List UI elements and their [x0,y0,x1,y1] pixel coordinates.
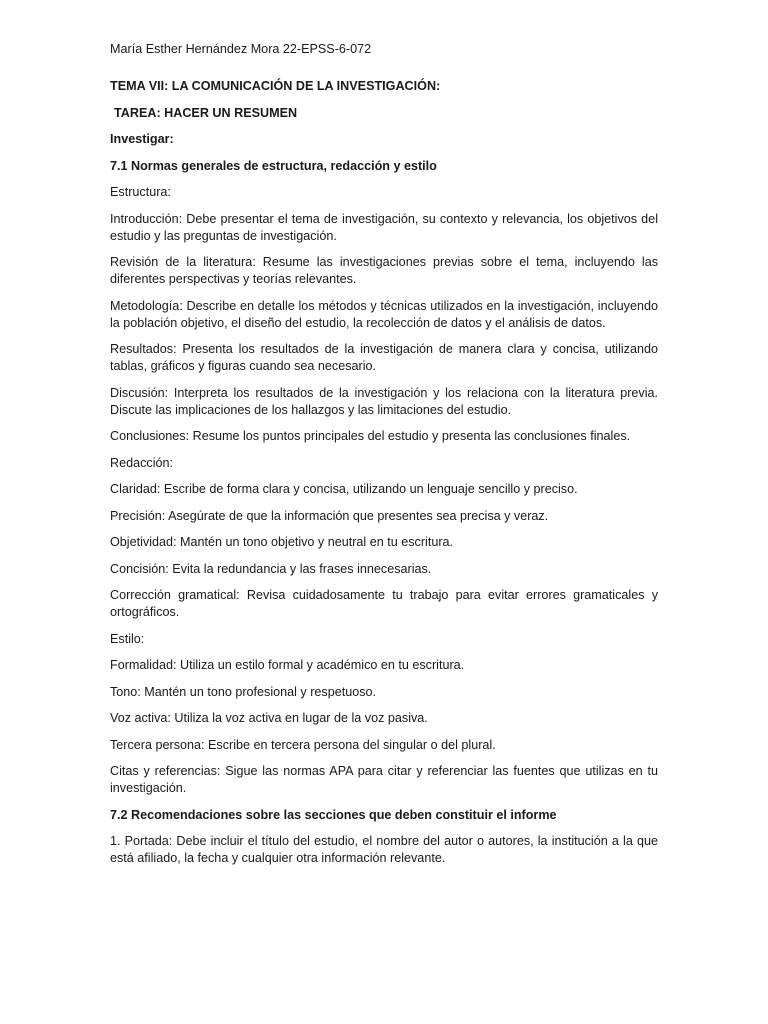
writing-label: Redacción: [110,455,174,470]
style-label: Estilo: [110,631,145,646]
paragraph-introduccion: Introducción: Debe presentar el tema de investigación, su contexto y relevancia, los objetivos del estudio y las preguntas de investigación. [110,211,658,243]
paragraph-metodologia: Metodología: Describe en detalle los métodos y técnicas utilizados en la investigación, incluyendo la población objetivo, el diseño del estudio, la recolección de datos y el análisis de datos. [110,298,658,330]
structure-label: Estructura: [110,185,171,199]
paragraph-portada: 1. Portada: Debe incluir el título del estudio, el nombre del autor o autores, la institución a la que está afiliado, la fecha y cualquier otra información relevante. [110,834,658,865]
topic-title: TEMA VII: LA COMUNICACIÓN DE LA INVESTIGACIÓN: [110,79,441,93]
paragraph-formalidad: Formalidad: Utiliza un estilo formal y académico en tu escritura. [110,658,465,672]
author-header: María Esther Hernández Mora 22-EPSS-6-072 [110,42,372,56]
section-7-2-heading: 7.2 Recomendaciones sobre las secciones que deben constituir el informe [110,807,557,822]
paragraph-conclusiones: Conclusiones: Resume los puntos principales del estudio y presenta las conclusiones finales. [110,429,631,443]
paragraph-precision: Precisión: Asegúrate de que la información que presentes sea precisa y veraz. [110,508,549,523]
paragraph-claridad: Claridad: Escribe de forma clara y concisa, utilizando un lenguaje sencillo y preciso. [110,482,578,496]
paragraph-voz-activa: Voz activa: Utiliza la voz activa en lugar de la voz pasiva. [110,711,428,725]
paragraph-objetividad: Objetividad: Mantén un tono objetivo y neutral en tu escritura. [110,535,454,549]
section-7-1-heading: 7.1 Normas generales de estructura, redacción y estilo [110,158,437,173]
paragraph-revision-literatura: Revisión de la literatura: Resume las investigaciones previas sobre el tema, incluyendo las diferentes perspectivas y teorías relevantes. [110,255,658,286]
paragraph-citas-referencias: Citas y referencias: Sigue las normas APA para citar y referenciar las fuentes que utilizas en tu investigación. [110,764,658,795]
paragraph-correccion-gramatical: Corrección gramatical: Revisa cuidadosamente tu trabajo para evitar errores gramaticales y ortográficos. [110,588,658,619]
paragraph-discusion: Discusión: Interpreta los resultados de la investigación y los relaciona con la literatura previa. Discute las implicaciones de los hallazgos y las limitaciones del estudio. [110,385,658,417]
investigate-label: Investigar: [110,132,174,146]
paragraph-resultados: Resultados: Presenta los resultados de la investigación de manera clara y concisa, utilizando tablas, gráficos y figuras cuando sea necesario. [110,342,658,373]
paragraph-tercera-persona: Tercera persona: Escribe en tercera persona del singular o del plural. [110,737,496,752]
paragraph-concision: Concisión: Evita la redundancia y las frases innecesarias. [110,561,432,576]
task-title: TAREA: HACER UN RESUMEN [114,105,298,120]
paragraph-tono: Tono: Mantén un tono profesional y respetuoso. [110,684,377,699]
